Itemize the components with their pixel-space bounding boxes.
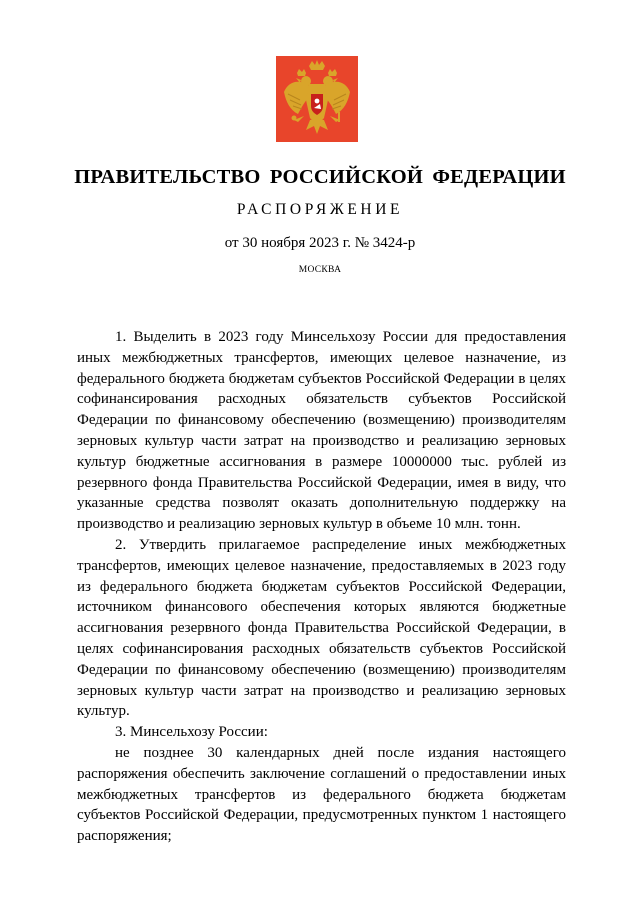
paragraph-3-subitem: не позднее 30 календарных дней после издания настоящего распоряжения обеспечить заключение соглашений о предоставлении иных межбюджетных трансфертов из федерального бюджета бюджетам субъектов Российской Федерации, предусмотренных пунктом 1 настоящего распоряжения;	[77, 744, 566, 845]
document-city: МОСКВА	[298, 265, 342, 275]
document-date-number: от 30 ноября 2023 г. № 3424-р	[224, 235, 416, 251]
coat-of-arms-emblem	[276, 56, 358, 142]
document-body	[77, 327, 566, 847]
paragraph-1: 1. Выделить в 2023 году Минсельхозу России для предоставления иных межбюджетных трансфертов, имеющих целевое назначение, из федерального бюджета бюджетам субъектов Российской Федерации в целях софинансирования расходных обязательств субъектов Российской Федерации по финансовому обеспечению (возмещению) производителям зерновых культур части затрат на производство и реализацию зерновых культур бюджетные ассигнования в размере 10000000 тыс. рублей из резервного фонда Правительства Российской Федерации, имея в виду, что указанные средства позволят оказать дополнительную поддержку на производство и реализацию зерновых культур в объеме 10 млн. тонн.	[77, 329, 566, 533]
document-type: РАСПОРЯЖЕНИЕ	[236, 201, 404, 218]
paragraph-2: 2. Утвердить прилагаемое распределение иных межбюджетных трансфертов, имеющих целевое назначение, предоставляемых в 2023 году из федерального бюджета бюджетам субъектов Российской Федерации, источником финансового обеспечения которых являются бюджетные ассигнования резервного фонда Правительства Российской Федерации, в целях софинансирования расходных обязательств субъектов Российской Федерации по финансовому обеспечению (возмещению) производителям зерновых культур части затрат на производство и реализацию зерновых культур.	[77, 536, 566, 720]
government-title: ПРАВИТЕЛЬСТВО РОССИЙСКОЙ ФЕДЕРАЦИИ	[74, 166, 566, 188]
paragraph-3: 3. Минсельхозу России:	[115, 724, 268, 741]
